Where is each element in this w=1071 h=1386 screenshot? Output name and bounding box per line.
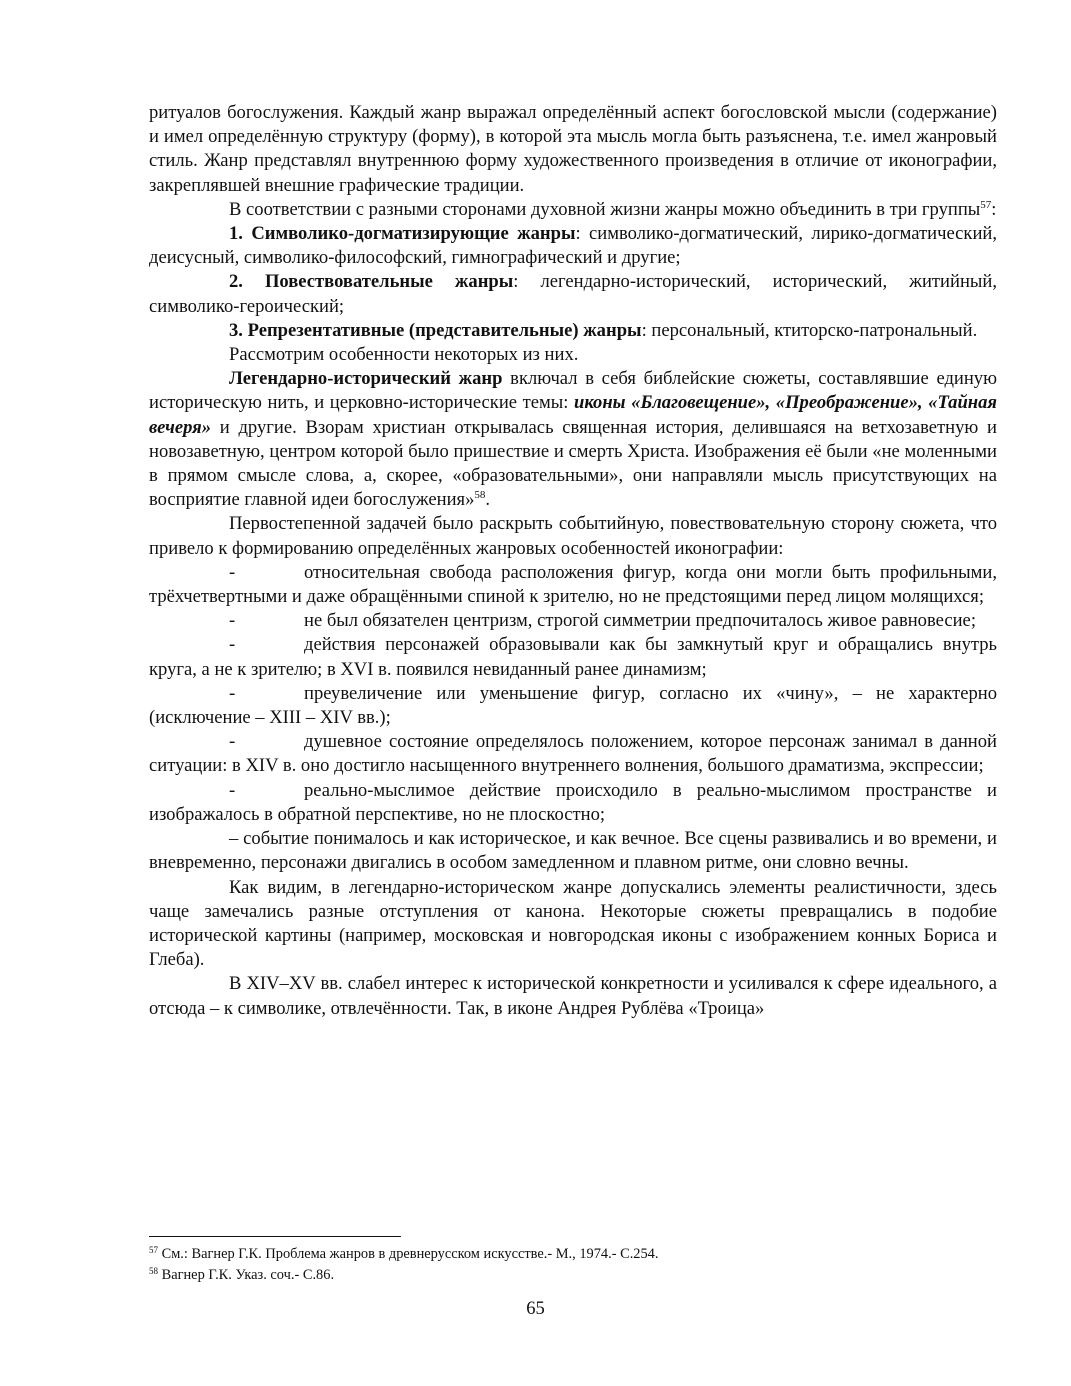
list-item: [149, 609, 997, 633]
paragraph: [149, 198, 997, 222]
footnote-ref[interactable]: 57: [980, 198, 992, 211]
paragraph-text: и другие. Взорам христиан открывалась священная история, делившаяся на ветхозаветную и новозаветную, центром которой было пришествие и смерть Христа. Изображения её были «не моленными в прямом смысле слова, а, скорее, «образовательными», они направляли мысль присутствующих на восприятие главной идеи богослужения»: [149, 416, 997, 511]
term-heading: Легендарно-исторический жанр: [229, 368, 503, 390]
list-item-text: реально-мыслимое действие происходило в реально-мыслимом пространстве и изображалось в обратной перспективе, но не плоскостно;: [149, 779, 997, 825]
list-marker: -: [229, 779, 236, 801]
footnote-text: См.: Вагнер Г.К. Проблема жанров в древнерусском искусстве.- М., 1974.- С.254.: [158, 1246, 659, 1262]
paragraph: Первостепенной задачей было раскрыть событийную, повествовательную сторону сюжета, что привело к формированию определённых жанровых особенностей иконографии:: [149, 513, 997, 559]
list-item: [149, 682, 997, 730]
paragraph: ритуалов богослужения. Каждый жанр выражал определённый аспект богословской мысли (содержание) и имел определённую структуру (форму), в которой эта мысль могла быть разъяснена, т.е. имел жанровый стиль. Жанр представлял внутреннюю форму художественного произведения в отличие от иконографии, закреплявшей внешние графические традиции.: [149, 102, 997, 196]
paragraph-text: включал в себя библейские сюжеты, составлявшие единую историческую нить, и церковно-исторические темы:: [149, 368, 997, 414]
list-item-text: преувеличение или уменьшение фигур, согласно их «чину», – не характерно (исключение – XIII – XIV вв.);: [149, 682, 997, 729]
list-marker: -: [229, 682, 236, 704]
paragraph: – событие понималось и как историческое, и как вечное. Все сцены развивались и во времени, и вневременно, персонажи двигались в особом замедленном и плавном ритме, они словно вечны.: [149, 828, 997, 874]
paragraph-text: :: [991, 198, 997, 220]
footnote-text: Вагнер Г.К. Указ. соч.- С.86.: [158, 1266, 335, 1283]
footnote-ref[interactable]: 58: [474, 489, 486, 502]
list-item: [149, 730, 997, 778]
list-marker: -: [229, 610, 236, 632]
footnote-57: [149, 1244, 997, 1265]
list-item-text: не был обязателен центризм, строгой симметрии предпочиталось живое равновесие;: [304, 610, 976, 632]
paragraph: [149, 367, 997, 512]
genre-group-text: : персональный, ктиторско-патрональный.: [641, 319, 978, 341]
list-item-text: относительная свобода расположения фигур, когда они могли быть профильными, трёхчетвертными и даже обращёнными спиной к зрителю, но не предстоящими перед лицом молящихся;: [149, 561, 997, 608]
genre-group-title: 2. Повествовательные жанры: [229, 271, 514, 293]
paragraph-text: .: [485, 489, 491, 511]
list-marker: -: [229, 634, 236, 656]
paragraph: В XIV–XV вв. слабел интерес к исторической конкретности и усиливался к сфере идеального, а отсюда – к символике, отвлечённости. Так, в иконе Андрея Рублёва «Троица»: [149, 973, 997, 1019]
paragraph: Как видим, в легендарно-историческом жанре допускались элементы реалистичности, здесь чаще замечались разные отступления от канона. Некоторые сюжеты превращались в подобие исторической картины (например, московская и новгородская иконы с изображением конных Бориса и Глеба).: [149, 876, 997, 971]
page-number: 65: [526, 1298, 545, 1319]
list-marker: -: [229, 561, 236, 583]
genre-group-item: [149, 270, 997, 318]
footnotes: [149, 1244, 997, 1285]
list-item: [149, 633, 997, 681]
list-item-text: действия персонажей образовывали как бы замкнутый круг и обращались внутрь круга, а не к зрителю; в XVI в. появился невиданный ранее динамизм;: [149, 634, 997, 680]
paragraph-text: В соответствии с разными сторонами духовной жизни жанры можно объединить в три группы: [229, 198, 981, 220]
list-item-text: душевное состояние определялось положением, которое персонаж занимал в данной ситуации: в XIV в. оно достигло насыщенного внутреннего волнения, большого драматизма, экспрессии;: [149, 731, 997, 777]
list-marker: -: [229, 731, 236, 753]
genre-group-text: : символико-догматический, лирико-догматический, деисусный, символико-философский, гимнографический и другие;: [149, 223, 997, 269]
page-body: [149, 101, 997, 1021]
footnote-number: 57: [149, 1245, 158, 1255]
genre-group-text: : легендарно-исторический, исторический, житийный, символико-героический;: [149, 271, 997, 317]
genre-group-title: 3. Репрезентативные (представительные) жанры: [229, 319, 642, 341]
genre-group-item: [149, 222, 997, 270]
list-item: [149, 561, 997, 609]
footnote-number: 58: [149, 1265, 158, 1276]
genre-group-item: [149, 319, 997, 343]
paragraph: Рассмотрим особенности некоторых из них.: [229, 344, 579, 366]
list-item: [149, 779, 997, 827]
footnote-58: [149, 1265, 997, 1286]
footnote-divider: [149, 1236, 401, 1237]
icon-titles: иконы «Благовещение», «Преображение», «Тайная вечеря»: [149, 392, 997, 438]
genre-group-title: 1. Символико-догматизирующие жанры: [229, 223, 576, 245]
